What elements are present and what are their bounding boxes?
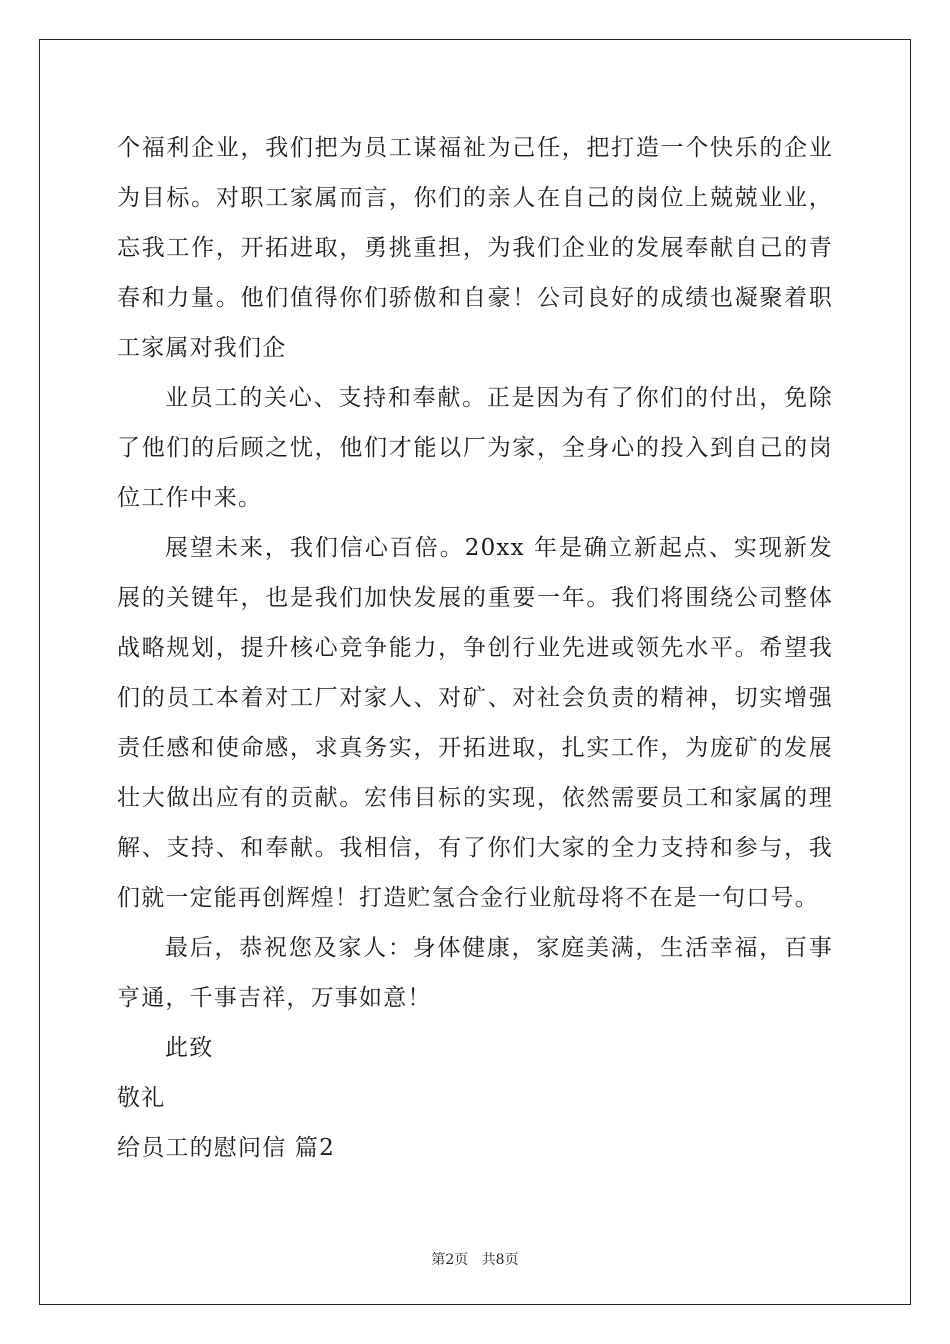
paragraph-4: 最后，恭祝您及家人：身体健康，家庭美满，生活幸福，百事亨通，千事吉祥，万事如意！ (117, 935, 833, 1011)
closing-regards: 敬礼 (117, 1085, 166, 1111)
page-number: 第2页 (431, 1252, 469, 1268)
page-footer (0, 1249, 950, 1269)
document-body (117, 123, 833, 1173)
section-heading: 给员工的慰问信 篇2 (117, 1135, 335, 1161)
closing-salutation: 此致 (165, 1035, 214, 1061)
paragraph-1: 个福利企业，我们把为员工谋福祉为己任，把打造一个快乐的企业为目标。对职工家属而言，你们的亲人在自己的岗位上兢兢业业，忘我工作，开拓进取，勇挑重担，为我们企业的发展奉献自己的青春和力量。他们值得你们骄傲和自豪！公司良好的成绩也凝聚着职工家属对我们企 (117, 135, 833, 361)
paragraph-2: 业员工的关心、支持和奉献。正是因为有了你们的付出，免除了他们的后顾之忧，他们才能以厂为家，全身心的投入到自己的岗位工作中来。 (117, 385, 833, 511)
paragraph-3: 展望未来，我们信心百倍。20xx 年是确立新起点、实现新发展的关键年，也是我们加快发展的重要一年。我们将围绕公司整体战略规划，提升核心竞争能力，争创行业先进或领先水平。希望我们的员工本着对工厂对家人、对矿、对社会负责的精神，切实增强责任感和使命感，求真务实，开拓进取，扎实工作，为庞矿的发展壮大做出应有的贡献。宏伟目标的实现，依然需要员工和家属的理解、支持、和奉献。我相信，有了你们大家的全力支持和参与，我们就一定能再创辉煌！打造贮氢合金行业航母将不在是一句口号。 (117, 535, 833, 911)
page-total: 共8页 (481, 1252, 519, 1268)
